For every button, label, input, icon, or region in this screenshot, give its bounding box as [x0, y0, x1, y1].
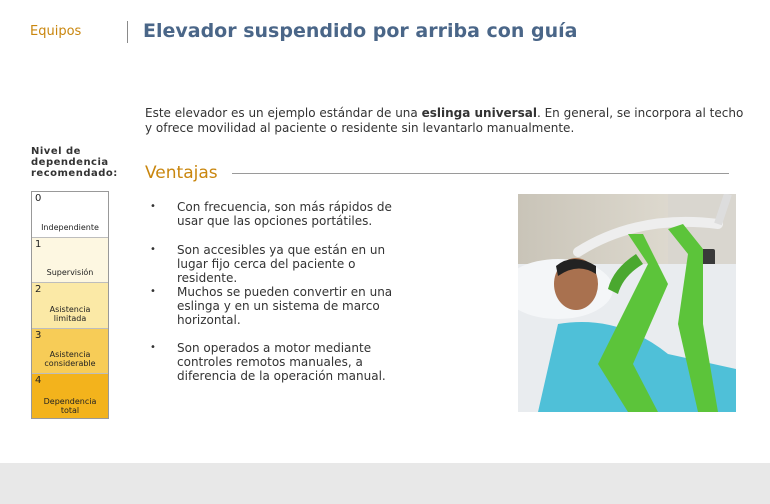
- level-text: Dependencia total: [43, 396, 97, 415]
- dependency-level-4: [32, 374, 108, 419]
- dependency-level-0: [32, 192, 108, 238]
- advantage-text: Muchos se pueden convertir en una eslinga y en un sistema de marco horizontal.: [177, 285, 393, 327]
- ventajas-divider: [232, 173, 729, 174]
- level-text: Independiente: [41, 222, 99, 232]
- bullet-icon: •: [150, 342, 156, 353]
- advantage-item: [150, 285, 400, 327]
- advantage-item: [150, 243, 400, 285]
- level-number: 2: [35, 284, 42, 296]
- advantage-text: Son accesibles ya que están en un lugar fijo cerca del paciente o residente.: [177, 243, 386, 285]
- advantage-item: [150, 341, 400, 383]
- level-number: 4: [35, 375, 42, 387]
- level-text: Asistencia limitada: [49, 304, 91, 323]
- ventajas-heading: Ventajas: [145, 163, 218, 183]
- level-text: Supervisión: [46, 268, 94, 278]
- patient-lift-illustration: [518, 194, 736, 412]
- bullet-icon: •: [150, 244, 156, 255]
- footer-band: [0, 463, 770, 504]
- dependency-label: Nivel de dependencia recomendado:: [31, 146, 118, 179]
- dependency-level-2: [32, 283, 108, 329]
- dependency-level-3: [32, 329, 108, 375]
- intro-paragraph: [145, 106, 745, 136]
- advantage-text: Con frecuencia, son más rápidos de usar que las opciones portátiles.: [177, 200, 392, 228]
- intro-text-before: Este elevador es un ejemplo estándar de una: [145, 106, 422, 120]
- advantage-item: [150, 200, 400, 228]
- bullet-icon: •: [150, 201, 156, 212]
- patient-lift-photo: [518, 194, 736, 412]
- level-number: 3: [35, 329, 42, 341]
- intro-text-after: . En general, se incorpora al techo y ofrece movilidad al paciente o residente sin levantarlo manualmente.: [145, 106, 744, 135]
- section-label: Equipos: [30, 24, 82, 39]
- page-title: Elevador suspendido por arriba con guía: [143, 20, 578, 42]
- bullet-icon: •: [150, 286, 156, 297]
- level-number: 0: [35, 193, 42, 204]
- level-number: 1: [35, 238, 42, 250]
- level-text: Asistencia considerable: [44, 350, 96, 369]
- dependency-scale: [31, 191, 109, 419]
- dependency-level-1: [32, 238, 108, 284]
- advantage-text: Son operados a motor mediante controles remotos manuales, a diferencia de la operación manual.: [177, 341, 386, 383]
- title-divider: [127, 21, 128, 43]
- intro-bold-term: eslinga universal: [421, 106, 537, 120]
